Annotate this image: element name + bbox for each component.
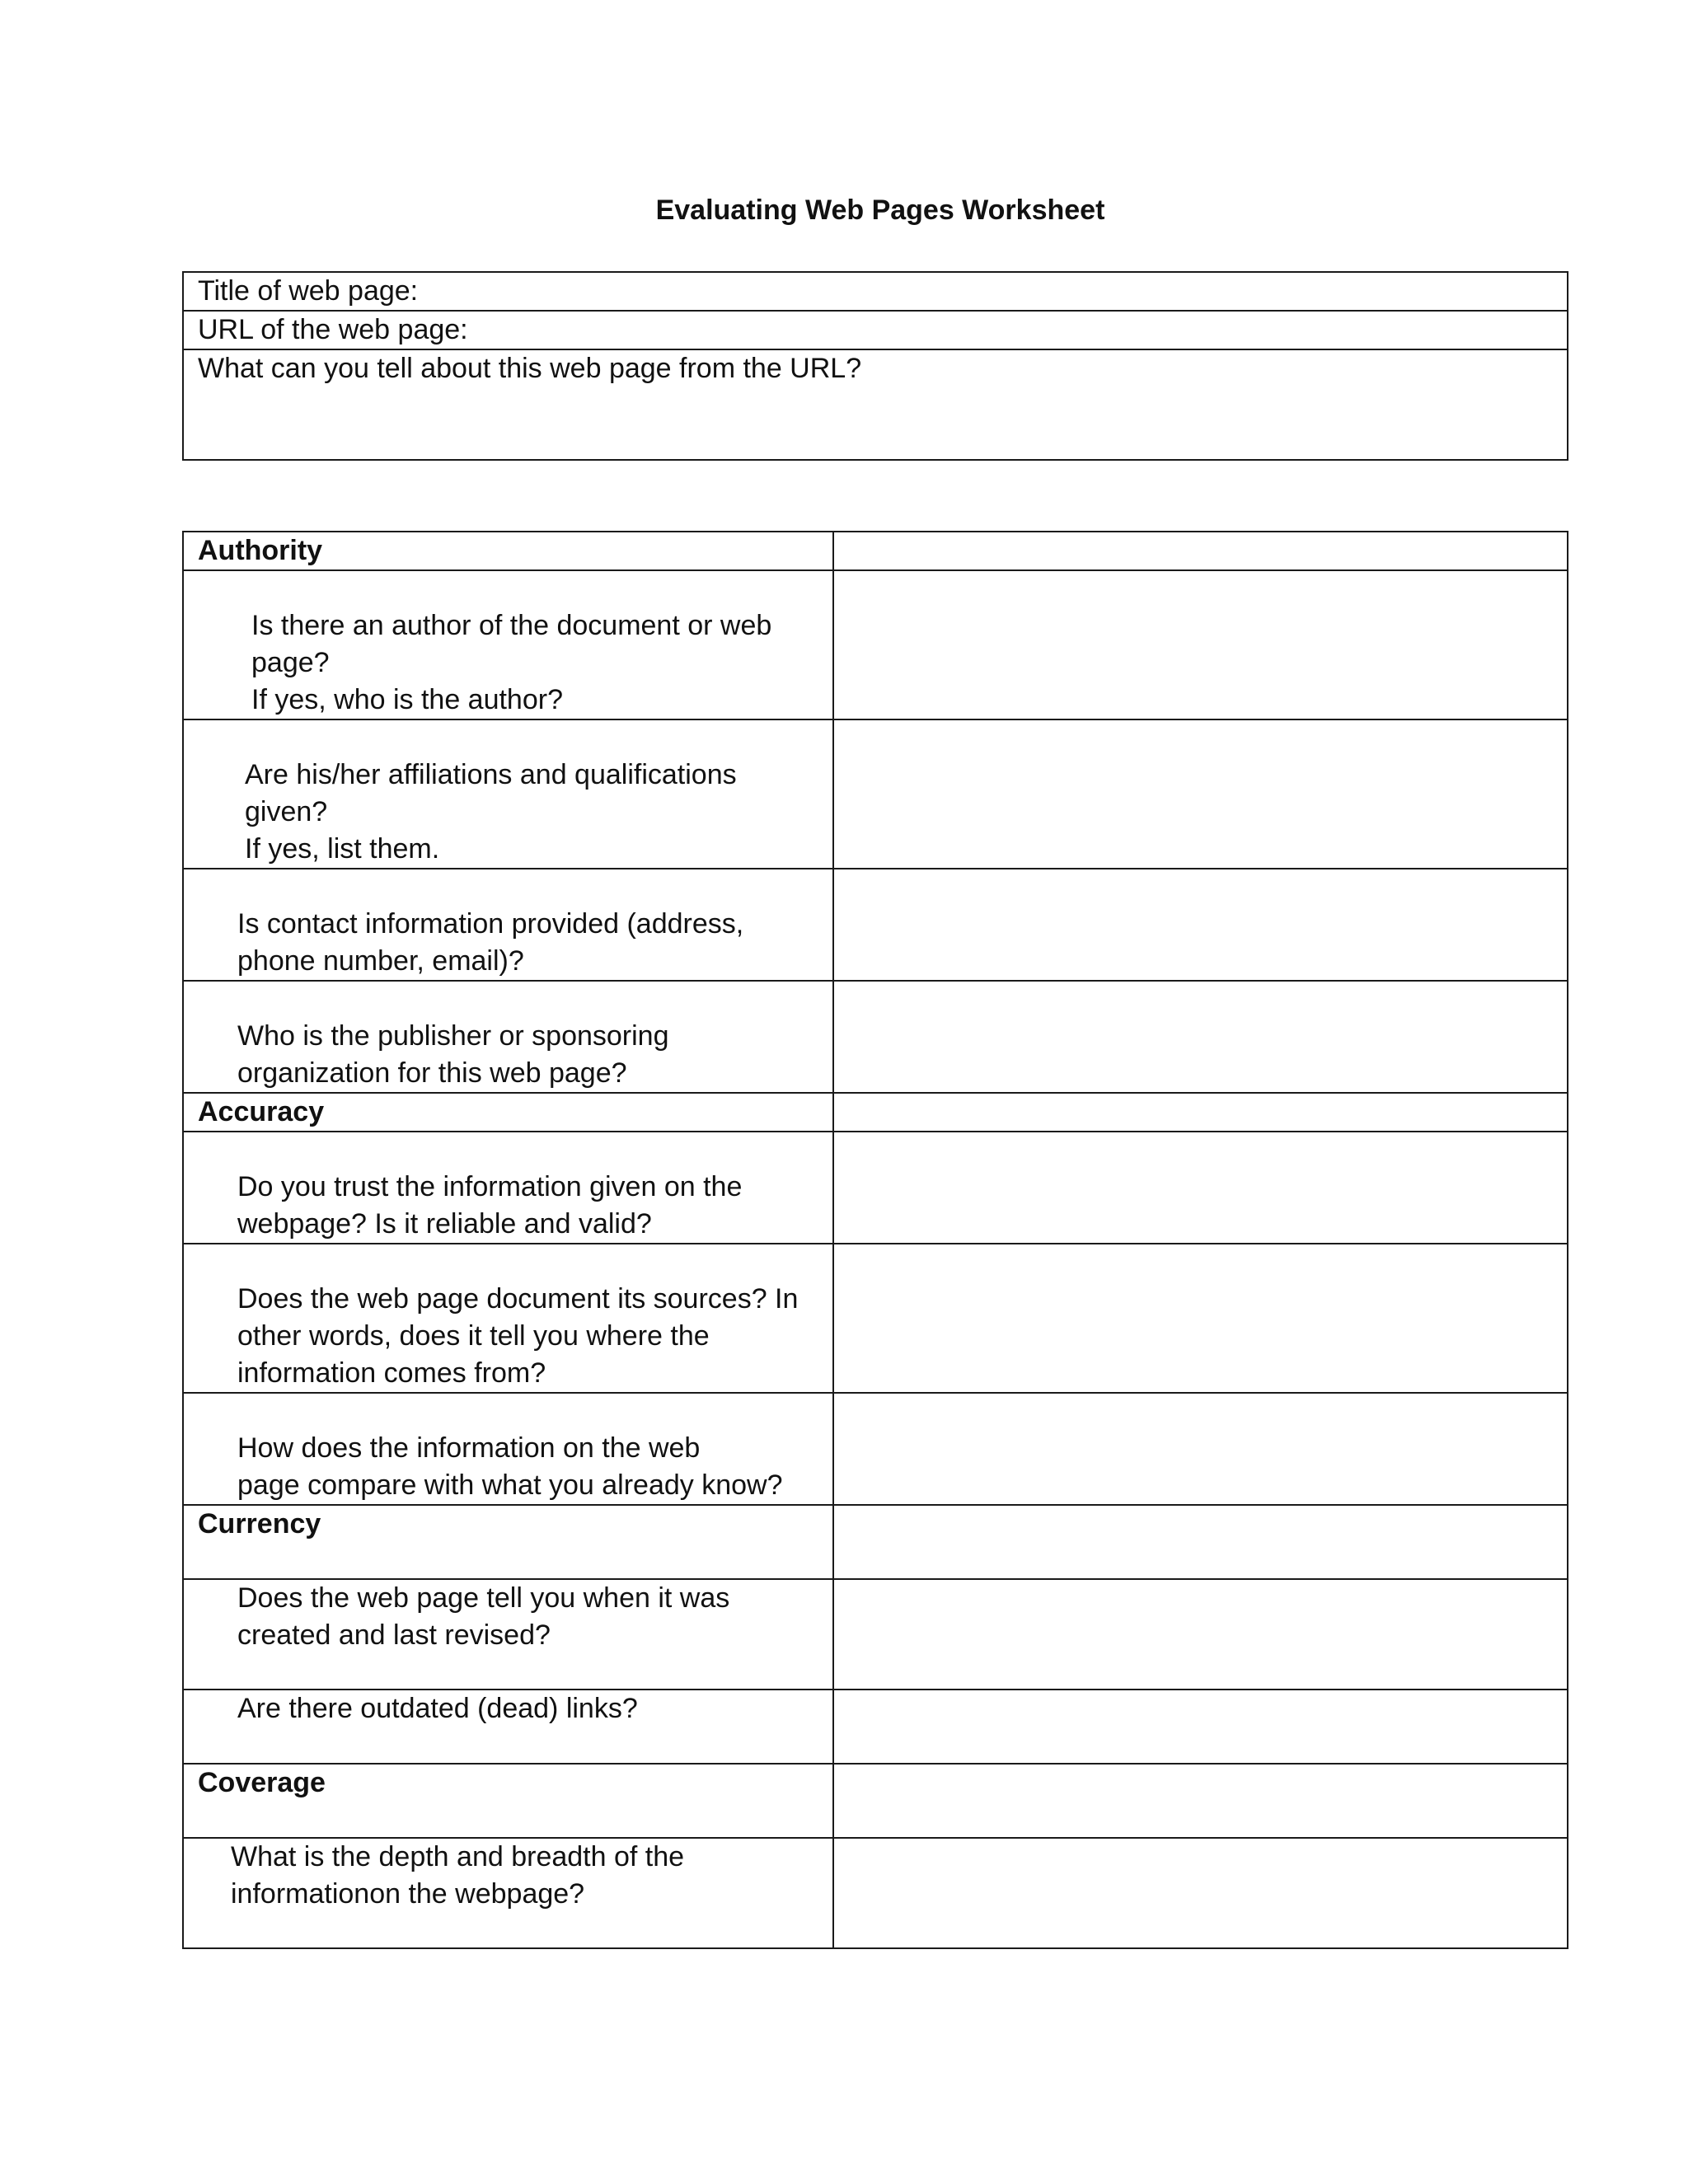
question-row: [183, 869, 1568, 981]
title-of-web-page-field[interactable]: Title of web page:: [183, 272, 1568, 311]
coverage-header-answer-cell: [833, 1764, 1568, 1838]
title-row: [183, 272, 1568, 311]
answer-cell[interactable]: [833, 869, 1568, 981]
currency-header-answer-cell: [833, 1505, 1568, 1579]
web-page-info-table: [182, 271, 1568, 461]
page-title: Evaluating Web Pages Worksheet: [655, 194, 1105, 226]
evaluation-table: [182, 531, 1568, 1949]
url-field[interactable]: URL of the web page:: [183, 311, 1568, 349]
url-question-field[interactable]: What can you tell about this web page from the URL?: [183, 349, 1568, 460]
question-row: [183, 1579, 1568, 1690]
answer-cell[interactable]: [833, 981, 1568, 1093]
url-question-row: [183, 349, 1568, 460]
question-row: [183, 1132, 1568, 1244]
accuracy-header-answer-cell: [833, 1093, 1568, 1132]
question-row: [183, 1690, 1568, 1764]
question-row: [183, 981, 1568, 1093]
accuracy-question-sources: Does the web page document its sources? In other words, does it tell you where the information comes from?: [183, 1244, 833, 1393]
question-row: [183, 719, 1568, 869]
accuracy-question-compare: How does the information on the web page compare with what you already know?: [183, 1393, 833, 1505]
answer-cell[interactable]: [833, 719, 1568, 869]
answer-cell[interactable]: [833, 1579, 1568, 1690]
answer-cell[interactable]: [833, 1393, 1568, 1505]
answer-cell[interactable]: [833, 1132, 1568, 1244]
question-row: [183, 1393, 1568, 1505]
question-row: [183, 1838, 1568, 1948]
section-header-coverage: [183, 1764, 1568, 1838]
authority-question-affiliations: Are his/her affiliations and qualifications given? If yes, list them.: [183, 719, 833, 869]
authority-question-publisher: Who is the publisher or sponsoring organization for this web page?: [183, 981, 833, 1093]
currency-heading: Currency: [183, 1505, 833, 1579]
coverage-question-depth: What is the depth and breadth of the informationon the webpage?: [183, 1838, 833, 1948]
answer-cell[interactable]: [833, 1244, 1568, 1393]
accuracy-question-trust: Do you trust the information given on the webpage? Is it reliable and valid?: [183, 1132, 833, 1244]
question-row: [183, 570, 1568, 719]
authority-heading: Authority: [183, 532, 833, 570]
question-row: [183, 1244, 1568, 1393]
currency-question-dates: Does the web page tell you when it was created and last revised?: [183, 1579, 833, 1690]
section-header-accuracy: [183, 1093, 1568, 1132]
accuracy-heading: Accuracy: [183, 1093, 833, 1132]
section-header-authority: [183, 532, 1568, 570]
authority-question-author: Is there an author of the document or web page? If yes, who is the author?: [183, 570, 833, 719]
answer-cell[interactable]: [833, 1838, 1568, 1948]
answer-cell[interactable]: [833, 570, 1568, 719]
url-row: [183, 311, 1568, 349]
currency-question-links: Are there outdated (dead) links?: [183, 1690, 833, 1764]
section-header-currency: [183, 1505, 1568, 1579]
answer-cell[interactable]: [833, 1690, 1568, 1764]
authority-header-answer-cell: [833, 532, 1568, 570]
authority-question-contact: Is contact information provided (address, phone number, email)?: [183, 869, 833, 981]
coverage-heading: Coverage: [183, 1764, 833, 1838]
